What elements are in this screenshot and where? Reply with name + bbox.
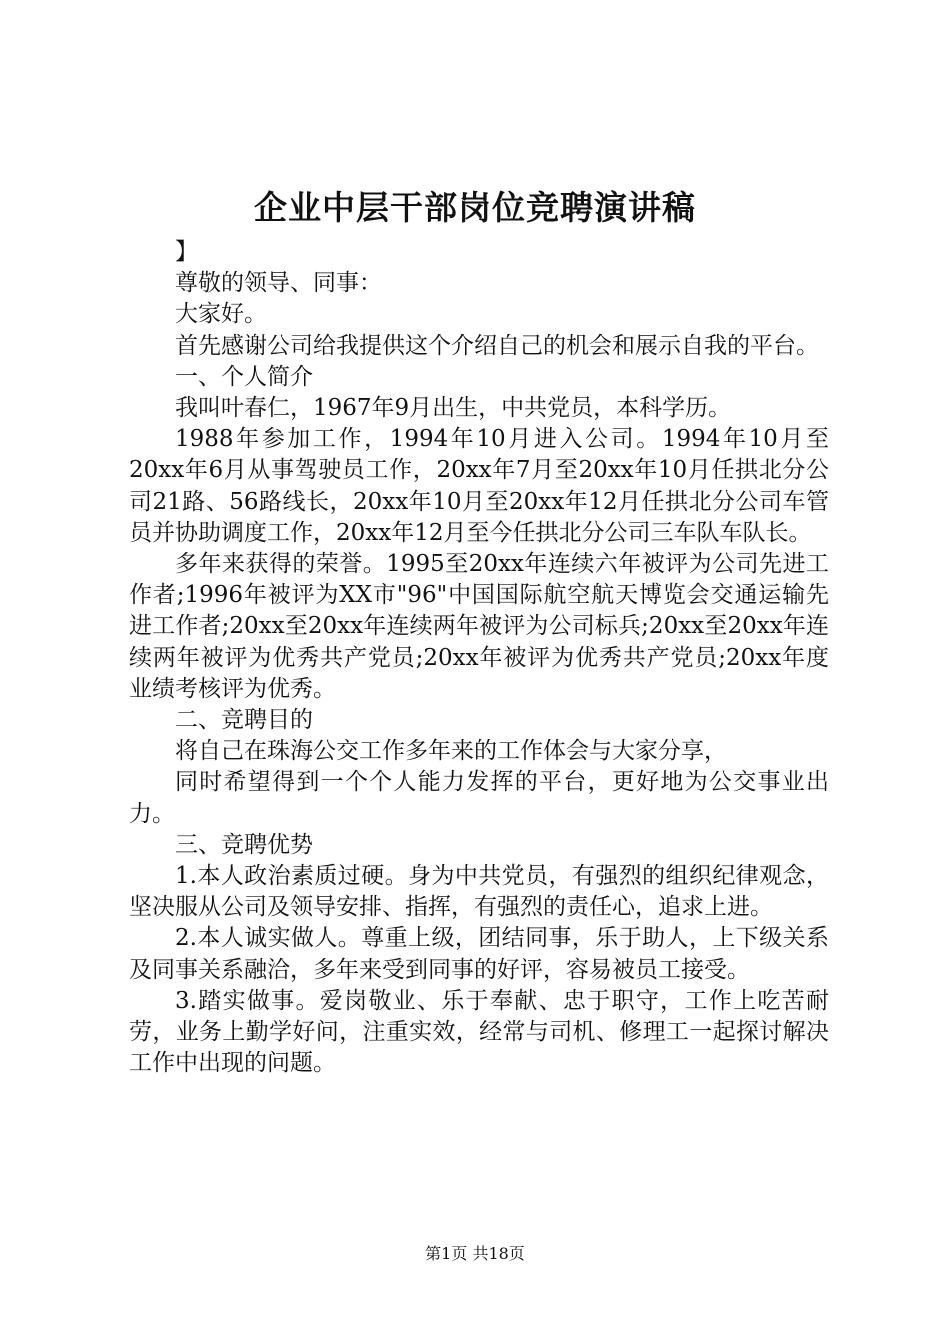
heading-advantages: 三、竞聘优势 xyxy=(175,831,313,858)
paragraph-name: 我叫叶春仁，1967年9月出生，中共党员，本科学历。 xyxy=(175,395,732,422)
paragraph-advantage-1: 1.本人政治素质过硬。身为中共党员，有强烈的组织纪律观念，坚决服从公司及领导安排、指挥，有强烈的责任心，追求上进。 xyxy=(129,863,829,921)
paragraph-advantage-2: 2.本人诚实做人。尊重上级，团结同事，乐于助人，上下级关系及同事关系融洽，多年来受到同事的好评，容易被员工接受。 xyxy=(129,925,829,983)
paragraph-thanks: 首先感谢公司给我提供这个介绍自己的机会和展示自我的平台。 xyxy=(175,332,819,359)
paragraph-purpose-2: 同时希望得到一个个人能力发挥的平台，更好地为公交事业出力。 xyxy=(129,769,829,827)
heading-personal-intro: 一、个人简介 xyxy=(175,363,313,390)
document-title: 企业中层干部岗位竞聘演讲稿 xyxy=(254,188,696,227)
heading-purpose: 二、竞聘目的 xyxy=(175,707,313,734)
document-body xyxy=(129,237,829,1079)
paragraph-bracket: 】 xyxy=(175,239,198,265)
page-footer: 第1页 共18页 xyxy=(425,1244,525,1263)
paragraph-work-history: 1988年参加工作，1994年10月进入公司。1994年10月至20xx年6月从事驾驶员工作，20xx年7月至20xx年10月任拱北分公司21路、56路线长，20xx年10月至20xx年12月任拱北分公司车管员并协助调度工作，20xx年12月至今任拱北分公司三车队车队长。 xyxy=(129,426,829,546)
paragraph-salutation: 尊敬的领导、同事： xyxy=(175,270,382,297)
paragraph-honors: 多年来获得的荣誉。1995至20xx年连续六年被评为公司先进工作者;1996年被评为XX市"96"中国国际航空航天博览会交通运输先进工作者;20xx至20xx年连续两年被评为公司标兵;20xx至20xx年连续两年被评为优秀共产党员;20xx年被评为优秀共产党员;20xx年度业绩考核评为优秀。 xyxy=(129,551,829,702)
paragraph-purpose-1: 将自己在珠海公交工作多年来的工作体会与大家分享， xyxy=(175,738,727,765)
paragraph-advantage-3: 3.踏实做事。爱岗敬业、乐于奉献、忠于职守，工作上吃苦耐劳，业务上勤学好问，注重实效，经常与司机、修理工一起探讨解决工作中出现的问题。 xyxy=(129,987,829,1077)
paragraph-greeting: 大家好。 xyxy=(175,301,267,328)
